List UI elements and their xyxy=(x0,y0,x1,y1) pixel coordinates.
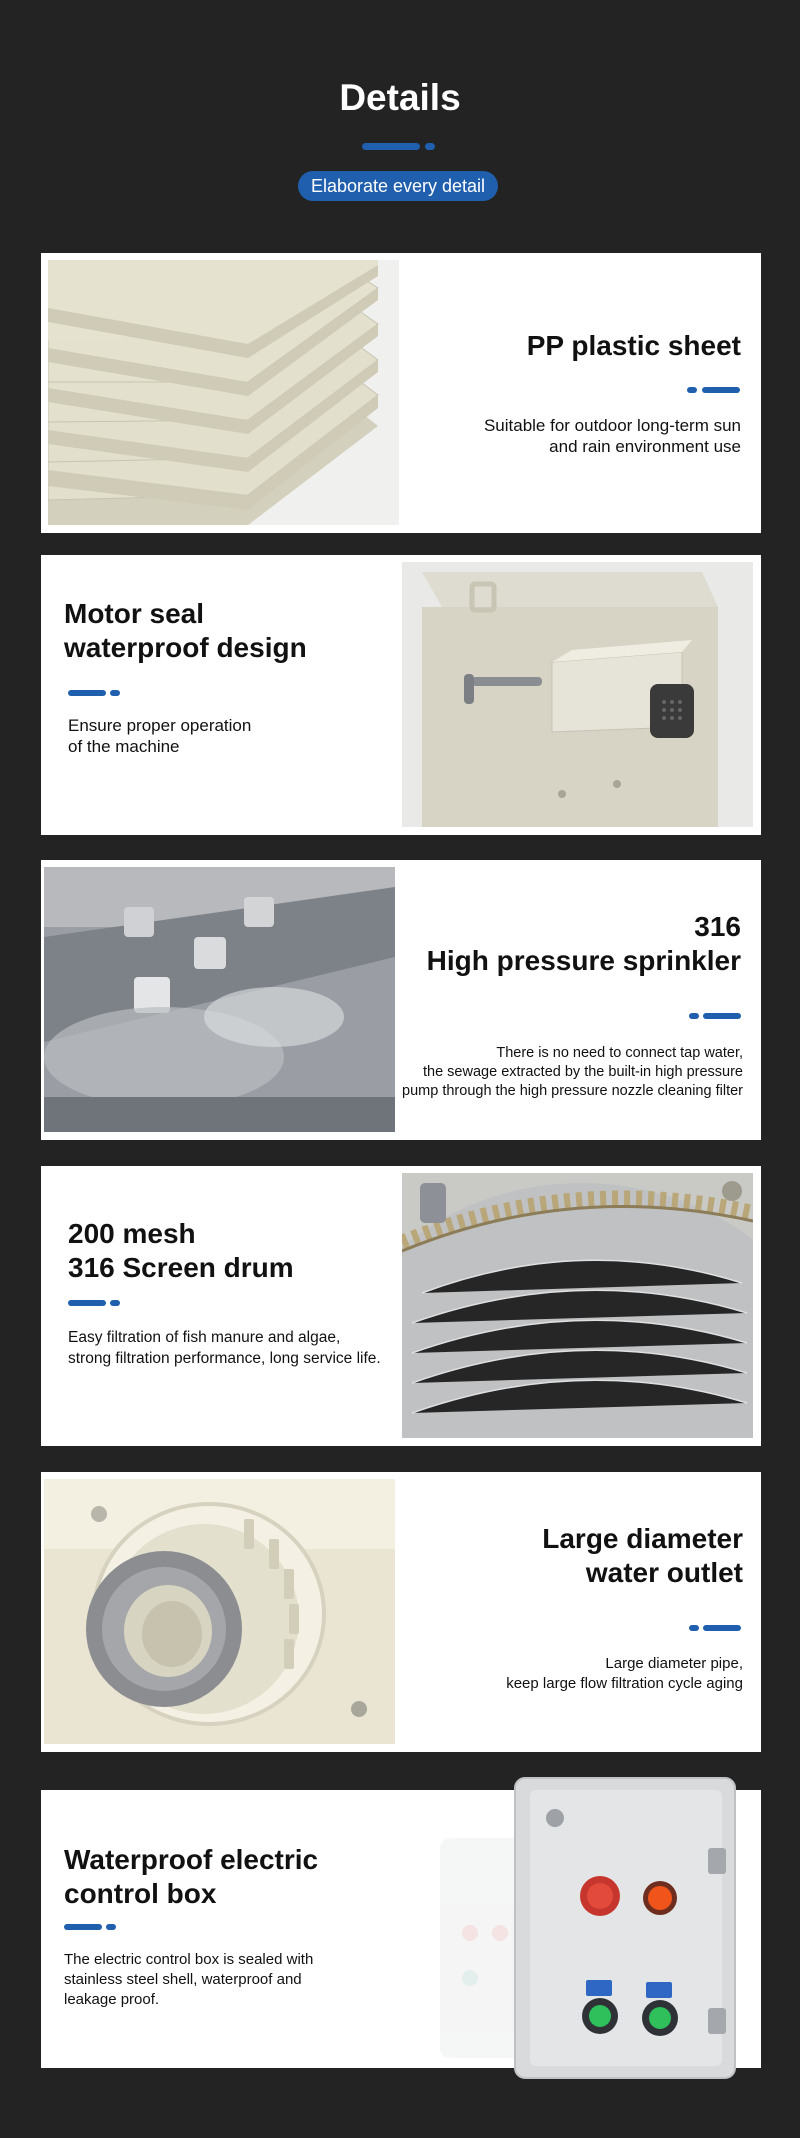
control-box-image xyxy=(420,1768,750,2090)
pp-sheet-image xyxy=(48,260,399,525)
page-title: Details xyxy=(339,77,461,118)
section-description: Ensure proper operation of the machine xyxy=(68,716,252,756)
section-title: Motor seal waterproof design xyxy=(64,598,307,663)
section-divider-dot xyxy=(106,1924,116,1930)
detail-card-motor-seal xyxy=(41,555,761,835)
section-description: Large diameter pipe, keep large flow filtration cycle aging xyxy=(506,1655,743,1692)
title-divider-long xyxy=(362,143,420,150)
title-divider-dot xyxy=(425,143,435,150)
section-divider-long xyxy=(702,387,740,393)
section-divider-long xyxy=(68,1300,106,1306)
section-title: 316 High pressure sprinkler xyxy=(426,911,741,976)
section-divider-long xyxy=(68,690,106,696)
section-title: Large diameter water outlet xyxy=(542,1523,743,1588)
subtitle-badge: Elaborate every detail xyxy=(298,171,498,201)
detail-card-water-outlet xyxy=(41,1472,761,1752)
section-divider-long xyxy=(703,1013,741,1019)
motor-seal-image xyxy=(402,562,753,827)
section-divider-dot xyxy=(689,1625,699,1631)
details-header xyxy=(0,0,800,250)
section-divider-dot xyxy=(687,387,697,393)
section-title: PP plastic sheet xyxy=(526,330,741,361)
section-description: Suitable for outdoor long-term sun and rain environment use xyxy=(483,416,741,456)
section-description: There is no need to connect tap water, the sewage extracted by the built-in high pressure pump through the high pressure nozzle cleaning filter xyxy=(402,1045,743,1099)
section-divider-dot xyxy=(689,1013,699,1019)
section-divider-dot xyxy=(110,690,120,696)
section-divider-dot xyxy=(110,1300,120,1306)
section-description: The electric control box is sealed with stainless steel shell, waterproof and leakage proof. xyxy=(64,1951,314,2008)
detail-card-sprinkler xyxy=(41,860,761,1140)
section-divider-long xyxy=(703,1625,741,1631)
detail-card-pp-sheet xyxy=(41,253,761,533)
section-divider-long xyxy=(64,1924,102,1930)
screen-drum-image xyxy=(402,1173,753,1438)
sprinkler-image xyxy=(44,867,395,1132)
section-description: Easy filtration of fish manure and algae, strong filtration performance, long service life. xyxy=(68,1329,381,1367)
section-title: 200 mesh 316 Screen drum xyxy=(68,1218,294,1283)
section-title: Waterproof electric control box xyxy=(64,1844,319,1909)
water-outlet-image xyxy=(44,1479,395,1744)
detail-card-screen-drum xyxy=(41,1166,761,1446)
